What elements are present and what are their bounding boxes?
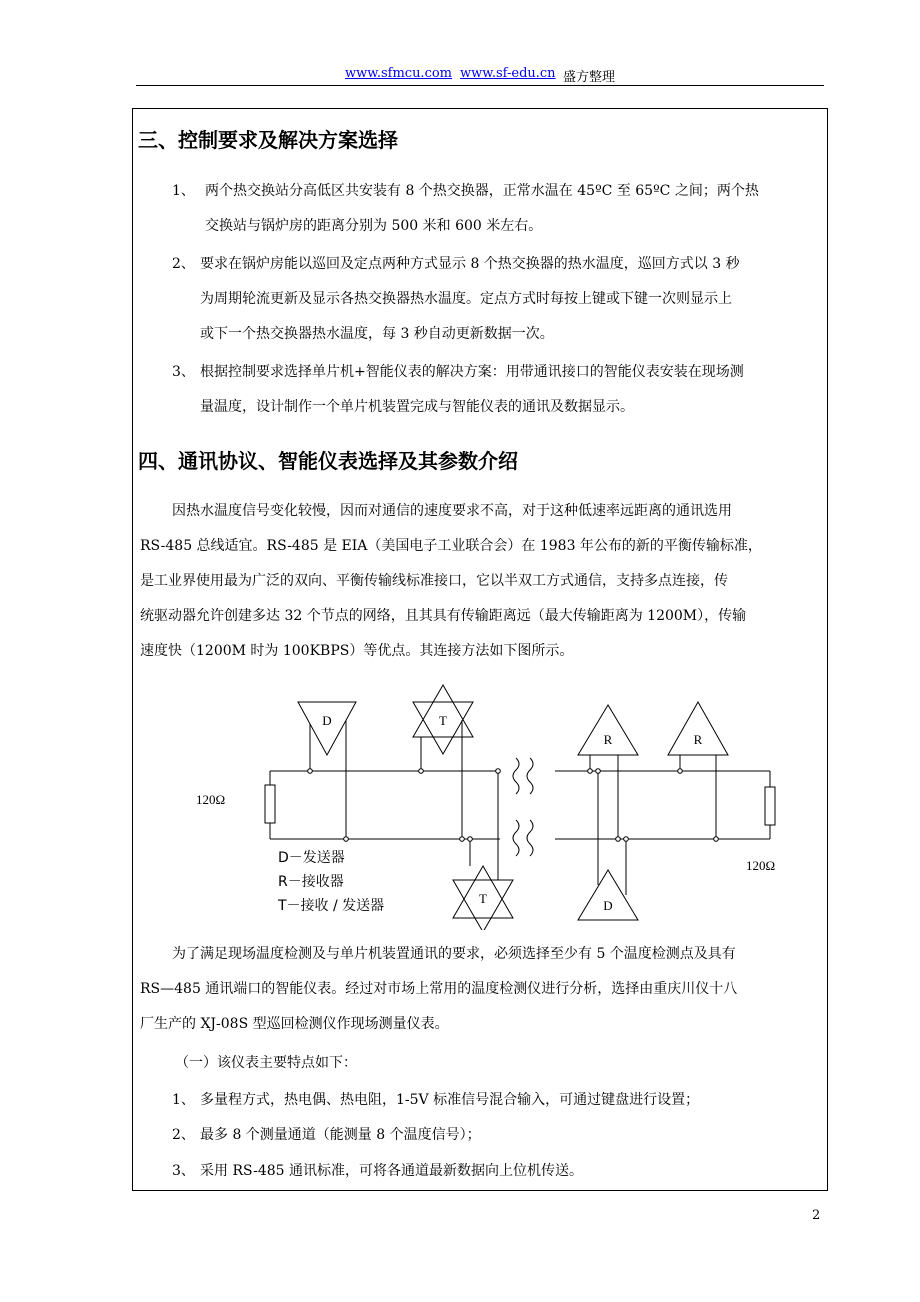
junction-dot	[588, 769, 593, 774]
receiver-r-right	[668, 702, 728, 755]
left-resistor-label: 120Ω	[196, 792, 226, 807]
bus-break-mark	[527, 758, 533, 794]
feature-text: 多量程方式，热电偶、热电阻，1-5V 标准信号混合输入，可通过键盘进行设置；	[200, 1092, 700, 1108]
receiver-r-left	[578, 705, 638, 755]
paragraph-line: 统驱动器允许创建多达 32 个节点的网络，且其具有传输距离远（最大传输距离为 1200M），传输	[140, 608, 747, 624]
junction-dot	[596, 769, 601, 774]
junction-dot	[678, 769, 683, 774]
transceiver-t-top-down	[413, 702, 473, 754]
section-4-title: 四、通讯协议、智能仪表选择及其参数介绍	[138, 449, 518, 473]
feature-text: 采用 RS-485 通讯标准，可将各通道最新数据向上位机传送。	[200, 1163, 583, 1179]
rs485-diagram-svg	[190, 680, 790, 930]
node-label-r: R	[693, 732, 703, 747]
subsection-title: （一）该仪表主要特点如下：	[175, 1055, 357, 1071]
node-label-d: D	[322, 713, 332, 728]
junction-dot	[616, 837, 621, 842]
list-item-line: 两个热交换站分高低区共安装有 8 个热交换器，正常水温在 45ºC 至 65ºC 之间；两个热	[205, 183, 759, 199]
list-item-line: 或下一个热交换器热水温度，每 3 秒自动更新数据一次。	[200, 326, 554, 342]
paragraph-line: 为了满足现场温度检测及与单片机装置通讯的要求，必须选择至少有 5 个温度检测点及具有	[172, 946, 736, 962]
list-item-number: 2、	[172, 256, 195, 272]
header-note: 盛方整理	[563, 70, 616, 85]
rs485-wiring-diagram	[190, 680, 790, 930]
junction-dot	[308, 769, 313, 774]
feature-number: 2、	[172, 1127, 195, 1143]
bus-break-mark	[513, 820, 519, 856]
feature-text: 最多 8 个测量通道（能测量 8 个温度信号）；	[200, 1127, 481, 1143]
paragraph-line: 因热水温度信号变化较慢，因而对通信的速度要求不高，对于这种低速率远距离的通讯选用	[172, 503, 732, 519]
list-item-number: 3、	[172, 364, 195, 380]
header-rule	[136, 85, 824, 86]
paragraph-line: 是工业界使用最为广泛的双向、平衡传输线标准接口，它以半双工方式通信，支持多点连接，传	[140, 573, 728, 589]
left-termination-resistor	[265, 785, 275, 823]
bus-break-mark	[513, 758, 519, 794]
list-item-line: 要求在锅炉房能以巡回及定点两种方式显示 8 个热交换器的热水温度，巡回方式以 3 秒	[200, 256, 740, 272]
page-number: 2	[812, 1208, 821, 1223]
node-label-t: T	[479, 891, 487, 906]
junction-dot	[344, 837, 349, 842]
junction-dot	[468, 837, 473, 842]
list-item-line: 交换站与锅炉房的距离分别为 500 米和 600 米左右。	[205, 218, 543, 234]
node-label-t: T	[439, 713, 447, 728]
node-label-r: R	[603, 732, 613, 747]
paragraph-line: RS-485 总线适宜。RS-485 是 EIA（美国电子工业联合会）在 1983 年公布的新的平衡传输标准，	[140, 538, 762, 554]
node-label-d: D	[603, 898, 613, 913]
junction-dot	[460, 837, 465, 842]
right-termination-resistor	[765, 787, 775, 825]
bus-break-mark	[527, 820, 533, 856]
page-header	[0, 66, 920, 84]
paragraph-line: RS—485 通讯端口的智能仪表。经过对市场上常用的温度检测仪进行分析，选择由重庆川仪十八	[140, 981, 738, 997]
list-item-line: 量温度，设计制作一个单片机装置完成与智能仪表的通讯及数据显示。	[200, 399, 634, 415]
header-link-sfedu[interactable]: www.sf-edu.cn	[460, 66, 556, 81]
feature-number: 3、	[172, 1163, 195, 1179]
header-link-sfmcu[interactable]: www.sfmcu.com	[345, 66, 453, 81]
junction-dot	[419, 769, 424, 774]
paragraph-line: 速度快（1200M 时为 100KBPS）等优点。其连接方法如下图所示。	[140, 643, 574, 659]
legend-t: T－接收 / 发送器	[278, 898, 385, 914]
list-item-line: 为周期轮流更新及显示各热交换器热水温度。定点方式时每按上键或下键一次则显示上	[200, 291, 732, 307]
right-resistor-label: 120Ω	[746, 858, 776, 873]
transmitter-d-top	[298, 702, 356, 755]
feature-number: 1、	[172, 1092, 195, 1108]
junction-dot	[496, 769, 501, 774]
paragraph-line: 厂生产的 XJ-08S 型巡回检测仪作现场测量仪表。	[140, 1016, 449, 1032]
junction-dot	[714, 837, 719, 842]
junction-dot	[624, 837, 629, 842]
list-item-number: 1、	[172, 183, 195, 199]
legend-r: R－接收器	[278, 874, 344, 890]
section-3-title: 三、控制要求及解决方案选择	[138, 128, 398, 152]
transceiver-t-top-up	[413, 685, 473, 737]
list-item-line: 根据控制要求选择单片机+智能仪表的解决方案：用带通讯接口的智能仪表安装在现场测	[200, 364, 744, 380]
legend-d: D－发送器	[278, 850, 345, 866]
